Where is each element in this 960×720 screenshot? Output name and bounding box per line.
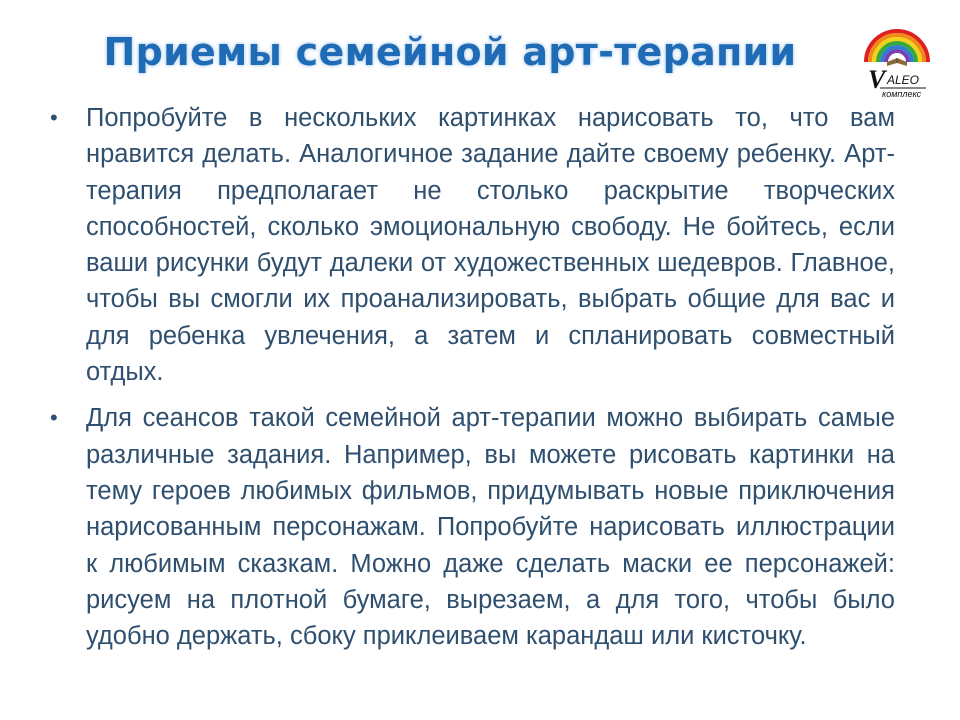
bullet-marker: • bbox=[50, 105, 58, 130]
svg-text:ALEO bbox=[886, 73, 919, 87]
bullet-item bbox=[50, 100, 895, 390]
rainbow-book-logo-icon bbox=[860, 18, 934, 104]
bullet-text: Попробуйте в нескольких картинках нарисовать то, что вам нравится делать. Аналогичное задание дайте своему ребенку. Арт-терапия предполагает не столько раскрытие творческих способностей, сколько эмоциональную свободу. Не бойтесь, если ваши рисунки будут далеки от художественных шедевров. Главное, чтобы вы смогли их проанализировать, выбрать общие для вас и для ребенка увлечения, а затем и спланировать совместный отдых. bbox=[86, 104, 895, 387]
logo-letter-v: V bbox=[868, 65, 886, 94]
logo-brand: ALEO bbox=[887, 73, 920, 87]
slide-content bbox=[50, 100, 895, 664]
bullet-item bbox=[50, 400, 895, 654]
bullet-marker: • bbox=[50, 405, 58, 431]
logo-subtitle: комплекс bbox=[882, 89, 922, 99]
bullet-text: Для сеансов такой семейной арт-терапии можно выбирать самые различные задания. Например, вы можете рисовать картинки на тему героев любимых фильмов, придумывать новые приключения нарисованным персонажам. Попробуйте нарисовать иллюстрации к любимым сказкам. Можно даже сделать маски ее персонажей: рисуем на плотной бумаге, вырезаем, а для того, чтобы было удобно держать, сбоку приклеиваем карандаш или кисточку. bbox=[86, 404, 895, 651]
valeo-logo bbox=[860, 18, 934, 104]
slide-title: Приемы семейной арт-терапии bbox=[103, 30, 797, 74]
